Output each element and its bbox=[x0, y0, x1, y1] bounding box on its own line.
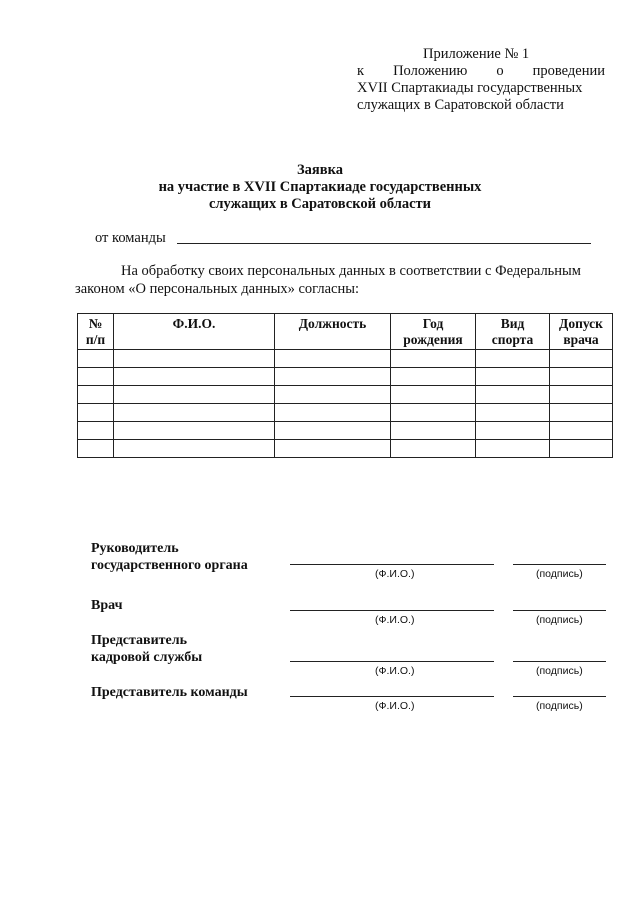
table-cell[interactable] bbox=[391, 422, 476, 440]
consent-paragraph bbox=[75, 262, 615, 298]
table-cell[interactable] bbox=[114, 422, 275, 440]
table-row bbox=[78, 350, 613, 368]
table-cell[interactable] bbox=[391, 440, 476, 458]
header-position: Должность bbox=[275, 314, 391, 350]
table-cell[interactable] bbox=[114, 350, 275, 368]
appendix-regulation-line bbox=[357, 63, 605, 80]
appendix-word: к bbox=[357, 63, 365, 79]
table-cell[interactable] bbox=[391, 368, 476, 386]
table-cell[interactable] bbox=[476, 350, 550, 368]
table-cell[interactable] bbox=[275, 386, 391, 404]
header-number: № п/п bbox=[78, 314, 114, 350]
table-cell[interactable] bbox=[476, 440, 550, 458]
signature-label-hr: Представитель кадровой службы bbox=[91, 633, 203, 665]
table-cell[interactable] bbox=[476, 422, 550, 440]
table-header-row bbox=[78, 314, 613, 350]
table-cell[interactable] bbox=[114, 386, 275, 404]
signature-caption: (подпись) bbox=[536, 614, 583, 626]
table-cell[interactable] bbox=[391, 350, 476, 368]
head-name-field[interactable] bbox=[290, 564, 494, 565]
appendix-region-line: служащих в Саратовской области bbox=[357, 97, 564, 113]
table-body bbox=[78, 350, 613, 458]
header-medical-clearance: Допуск врача bbox=[550, 314, 613, 350]
table-cell[interactable] bbox=[78, 422, 114, 440]
table-cell[interactable] bbox=[476, 404, 550, 422]
doctor-name-field[interactable] bbox=[290, 610, 494, 611]
participants-table bbox=[77, 313, 613, 458]
signature-caption: (подпись) bbox=[536, 700, 583, 712]
table-cell[interactable] bbox=[114, 404, 275, 422]
hr-name-field[interactable] bbox=[290, 661, 494, 662]
team-rep-signature-field[interactable] bbox=[513, 696, 606, 697]
table-cell[interactable] bbox=[476, 386, 550, 404]
table-cell[interactable] bbox=[275, 422, 391, 440]
appendix-word: о bbox=[496, 63, 504, 79]
table-row bbox=[78, 404, 613, 422]
table-cell[interactable] bbox=[550, 404, 613, 422]
table-cell[interactable] bbox=[550, 350, 613, 368]
appendix-word: проведении bbox=[532, 63, 605, 79]
team-label: от команды bbox=[95, 230, 166, 246]
table-cell[interactable] bbox=[78, 368, 114, 386]
table-cell[interactable] bbox=[78, 386, 114, 404]
consent-line: На обработку своих персональных данных в соответствии с Федеральным bbox=[121, 263, 581, 279]
table-cell[interactable] bbox=[78, 350, 114, 368]
table-cell[interactable] bbox=[476, 368, 550, 386]
table-row bbox=[78, 368, 613, 386]
table-cell[interactable] bbox=[114, 440, 275, 458]
table-row bbox=[78, 422, 613, 440]
name-caption: (Ф.И.О.) bbox=[375, 700, 415, 712]
table-cell[interactable] bbox=[550, 368, 613, 386]
appendix-number: Приложение № 1 bbox=[423, 46, 530, 62]
table-cell[interactable] bbox=[78, 440, 114, 458]
table-cell[interactable] bbox=[275, 404, 391, 422]
table-cell[interactable] bbox=[550, 386, 613, 404]
table-cell[interactable] bbox=[275, 440, 391, 458]
team-rep-name-field[interactable] bbox=[290, 696, 494, 697]
head-signature-field[interactable] bbox=[513, 564, 606, 565]
document-title bbox=[100, 162, 540, 213]
table-cell[interactable] bbox=[114, 368, 275, 386]
table-cell[interactable] bbox=[78, 404, 114, 422]
appendix-event-line: XVII Спартакиады государственных bbox=[357, 80, 583, 96]
team-name-field[interactable] bbox=[177, 243, 591, 244]
header-birth-year: Год рождения bbox=[391, 314, 476, 350]
table-cell[interactable] bbox=[550, 440, 613, 458]
signature-label-head: Руководитель государственного органа bbox=[91, 541, 248, 573]
table-cell[interactable] bbox=[275, 368, 391, 386]
title-subheading-cont: служащих в Саратовской области bbox=[208, 196, 432, 212]
doctor-signature-field[interactable] bbox=[513, 610, 606, 611]
title-subheading: на участие в XVII Спартакиаде государственных bbox=[158, 179, 482, 195]
appendix-reference bbox=[357, 46, 605, 114]
hr-signature-field[interactable] bbox=[513, 661, 606, 662]
signature-label-doctor: Врач bbox=[91, 598, 123, 613]
table-cell[interactable] bbox=[391, 386, 476, 404]
table-cell[interactable] bbox=[275, 350, 391, 368]
signature-caption: (подпись) bbox=[536, 568, 583, 580]
signature-label-team-rep: Представитель команды bbox=[91, 685, 248, 700]
name-caption: (Ф.И.О.) bbox=[375, 665, 415, 677]
table-row bbox=[78, 386, 613, 404]
name-caption: (Ф.И.О.) bbox=[375, 568, 415, 580]
table-row bbox=[78, 440, 613, 458]
name-caption: (Ф.И.О.) bbox=[375, 614, 415, 626]
title-heading: Заявка bbox=[297, 162, 343, 178]
header-full-name: Ф.И.О. bbox=[114, 314, 275, 350]
consent-line: законом «О персональных данных» согласны: bbox=[75, 281, 360, 297]
table-cell[interactable] bbox=[391, 404, 476, 422]
appendix-word: Положению bbox=[393, 63, 468, 79]
table-cell[interactable] bbox=[550, 422, 613, 440]
signature-caption: (подпись) bbox=[536, 665, 583, 677]
header-sport: Вид спорта bbox=[476, 314, 550, 350]
